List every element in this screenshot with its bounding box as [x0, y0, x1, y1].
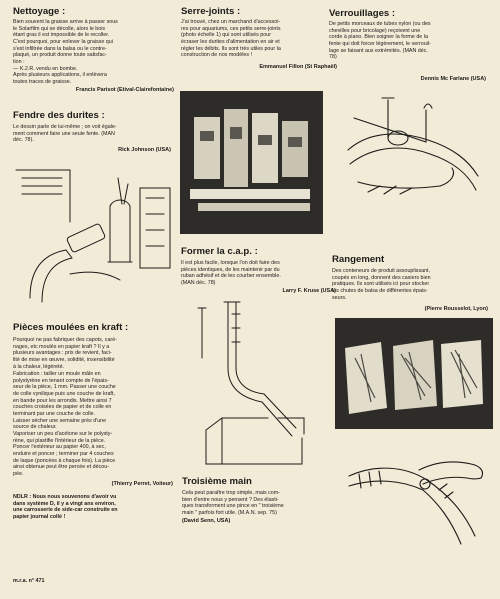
ndlr-text: NDLR : Nous nous souvenons d'avoir vu dans système D, il y a vingt ans environ, une carrosserie de side-car construite en papier journal collé ! — [13, 494, 118, 520]
verrouillages-title: Verrouillages : — [329, 8, 396, 19]
cap-text: Il est plus facile, lorsque l'on doit faire des pièces identiques, de les maintenir par du ruban adhésif et de les courber ensemble. (MAN déc. 78) — [181, 260, 281, 286]
cap-title: Former la c.a.p. : — [181, 246, 258, 257]
kraft-signature: (Thierry Perret, Voiteur) — [111, 481, 173, 487]
rangement-text: Des conteneurs de produit assouplissant, coupés en long, donnent des casiers bien pratiques. Ils sont utilisés ici pour stocker les chutes de balsa de différentes épais- seurs. — [332, 268, 431, 301]
cap-signature: Larry F. Kruse (USA) — [282, 288, 336, 294]
troisieme-signature: (David Senn, USA) — [182, 518, 231, 524]
troisieme-title: Troisième main — [182, 476, 252, 487]
verrouillages-signature: Dennis Mc Farlane (USA) — [420, 76, 486, 82]
nettoyage-text: Bien souvent la graisse arrive à passer sous le Solarfilm qui se décolle, alors le bois étant gras il est impossible de le recoller. C'est pourquoi, pour enlever la graisse qui s'est infiltrée dans la balsa ou le contre- plaqué, un produit donne toute satisfac- tion : — K.2.R. vendu en bombe. Après plusieurs applications, il enlèvera toutes traces de graisse. — [13, 19, 118, 85]
serre-joints-text: J'ai trouvé, chez un marchand d'accessoi- res pour aquariums, ces petits serre-joints (photo échelle 1) qui sont utilisés pour écraser les durites d'alimentation en air et régler les débits. Ils sont très utiles pour la construction de nos modèles ! — [181, 19, 281, 59]
rangement-photo — [335, 318, 493, 429]
footer-issue: m.r.a. n° 471 — [13, 578, 45, 584]
serre-joints-signature: Emmanuel Fillon (St Raphaël) — [259, 64, 337, 70]
troisieme-text: Cela peut paraître trop simple, mais com- bien d'entre nous y pensent ? Des élasti- ques transforment une pince en " troisième main " parfois fort utile. (M.A.N. sep. 75) — [182, 490, 284, 516]
serre-joints-photo — [180, 91, 323, 234]
serre-joints-title: Serre-joints : — [181, 6, 241, 17]
kraft-title: Pièces moulées en kraft : — [13, 322, 129, 333]
rangement-signature: (Pierre Rousselot, Lyon) — [424, 306, 488, 312]
durites-signature: Rick Johnson (USA) — [118, 147, 171, 153]
verrouillage-illustration — [328, 90, 490, 202]
durites-title: Fendre des durites : — [13, 110, 105, 121]
kraft-intro-text: Pourquoi ne pas fabriquer des capots, caré- nages, etc moulés en papier kraft ? Il y a plusieurs avantages : prix de revient, faci- lité de mise en œuvre, solidité, insensibilité à la chaleur, légèreté. — [13, 337, 117, 370]
durites-illustration — [10, 158, 180, 308]
cap-illustration — [182, 298, 332, 468]
nettoyage-title: Nettoyage : — [13, 6, 66, 17]
durites-text: Le dessin parle de lui-même ; on voit égale- ment comment faire une seule fente. (MAN déc. 78). — [13, 124, 117, 144]
verrouillages-text: De petits morceaux de tubes nylon (ou des chevilles pour bricolage) reçoivent une corde à piano. Bien soigner la forme de la fente qui doit forcer légèrement, le verrouil- lage se faisant aux extrémités. (MAN déc. 78) — [329, 21, 431, 61]
kraft-body-text: Fabrication : tailler un moule mâle en polystyrène en tenant compte de l'épais- seur de la pièce, 1 mm. Passer une couche de colle vynilique puis une couche de kraft, en bande pour les arrondis. Mettre ainsi 7 couches croisées de papier et de colle en terminant par une couche de colle. Laisser sécher une semaine près d'une source de chaleur. Vaporiser un peu d'acétone sur le polysty- rène, qui plastifie l'intérieur de la pièce. Poncer l'extérieur au papier 400, à sec, enduire et poncer ; terminer par 4 couches de laque (poncées à chaque fois). La pièce ainsi obtenue peut être percée et décou- pée. — [13, 371, 116, 477]
pliers-illustration — [335, 440, 493, 552]
rangement-title: Rangement — [332, 254, 385, 265]
nettoyage-signature: Francis Parisot (Etival-Clairefontaine) — [75, 87, 174, 93]
